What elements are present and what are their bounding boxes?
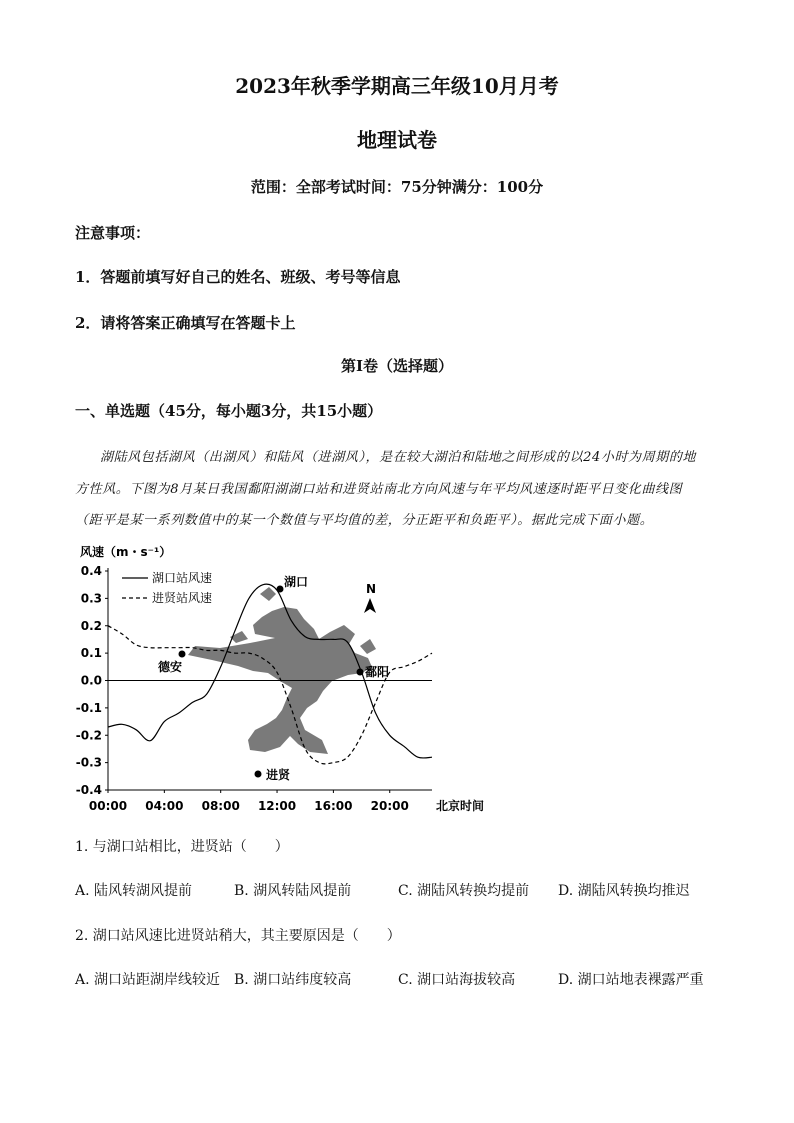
legend-label-jinxian: 进贤站风速 xyxy=(152,591,213,605)
x-tick-label: 00:00 xyxy=(88,799,128,813)
y-tick-label: 0.2 xyxy=(80,618,102,633)
notice-item-2: 2．请将答案正确填写在答题卡上 xyxy=(75,314,296,332)
question-2-option-a[interactable]: A. 湖口站距湖岸线较近 xyxy=(75,972,221,988)
question-2-stem: 2. 湖口站风速比进贤站稍大，其主要原因是（ ） xyxy=(75,928,401,944)
station-dot-jinxian xyxy=(255,771,262,778)
y-tick-label: 0.0 xyxy=(80,673,102,688)
x-tick-label: 20:00 xyxy=(370,799,409,813)
y-tick-label: 0.3 xyxy=(80,591,102,606)
poyang-lake-map xyxy=(188,587,376,754)
question-1-option-d[interactable]: D. 湖陆风转换均推迟 xyxy=(558,883,690,899)
y-tick-label: 0.4 xyxy=(80,564,102,578)
legend-label-hukou: 湖口站风速 xyxy=(152,571,213,585)
y-axis-label: 风速（m・s⁻¹） xyxy=(80,545,172,559)
north-label: N xyxy=(366,582,377,596)
question-2-option-c[interactable]: C. 湖口站海拔较高 xyxy=(398,972,516,988)
question-1-option-c[interactable]: C. 湖陆风转换均提前 xyxy=(398,883,530,899)
subject-title: 地理试卷 xyxy=(357,128,437,152)
y-tick-label: 0.1 xyxy=(80,646,102,661)
station-label-jinxian: 进贤 xyxy=(266,768,291,782)
y-tick-label: -0.2 xyxy=(75,728,102,743)
station-dot-dean xyxy=(179,651,186,658)
question-2-option-b[interactable]: B. 湖口站纬度较高 xyxy=(234,972,352,988)
station-label-hukou: 湖口 xyxy=(284,575,309,589)
exam-title: 2023年秋季学期高三年级10月月考 xyxy=(235,74,559,98)
x-tick-label: 12:00 xyxy=(257,799,297,813)
y-tick-label: -0.3 xyxy=(75,755,102,770)
question-1-option-b[interactable]: B. 湖风转陆风提前 xyxy=(234,883,352,899)
passage-line-1: 湖陆风包括湖风（出湖风）和陆风（进湖风），是在较大湖泊和陆地之间形成的以24小时为周期的地 xyxy=(100,450,697,465)
x-axis-label: 北京时间 xyxy=(436,799,485,813)
question-2-option-d[interactable]: D. 湖口站地表裸露严重 xyxy=(558,972,704,988)
x-tick-label: 16:00 xyxy=(314,799,353,813)
section-title: 一、单选题（45分，每小题3分，共15小题） xyxy=(75,402,383,420)
question-1-stem: 1. 与湖口站相比，进贤站（ ） xyxy=(75,839,289,855)
y-tick-label: -0.1 xyxy=(75,700,102,715)
exam-scope-line: 范围：全部考试时间：75分钟满分：100分 xyxy=(250,178,544,196)
station-dot-hukou xyxy=(277,586,284,593)
station-label-dean: 德安 xyxy=(158,660,183,674)
passage-line-3: （距平是某一系列数值中的某一个数值与平均值的差，分正距平和负距平）。据此完成下面小题。 xyxy=(75,513,654,528)
part-title: 第I卷（选择题） xyxy=(340,357,454,375)
station-dot-poyang xyxy=(357,669,364,676)
y-tick-label: -0.4 xyxy=(75,783,102,797)
question-1-option-a[interactable]: A. 陆风转湖风提前 xyxy=(75,883,193,899)
x-tick-label: 04:00 xyxy=(145,799,184,813)
passage-line-2: 方性风。下图为8月某日我国鄱阳湖湖口站和进贤站南北方向风速与年平均风速逐时距平日变化曲线图 xyxy=(75,482,683,497)
station-label-poyang: 鄱阳 xyxy=(365,665,390,679)
notice-item-1: 1．答题前填写好自己的姓名、班级、考号等信息 xyxy=(75,268,401,286)
north-arrow-icon xyxy=(364,598,376,613)
x-tick-label: 08:00 xyxy=(201,799,240,813)
notice-heading: 注意事项： xyxy=(75,224,151,242)
wind-speed-chart xyxy=(70,538,500,818)
